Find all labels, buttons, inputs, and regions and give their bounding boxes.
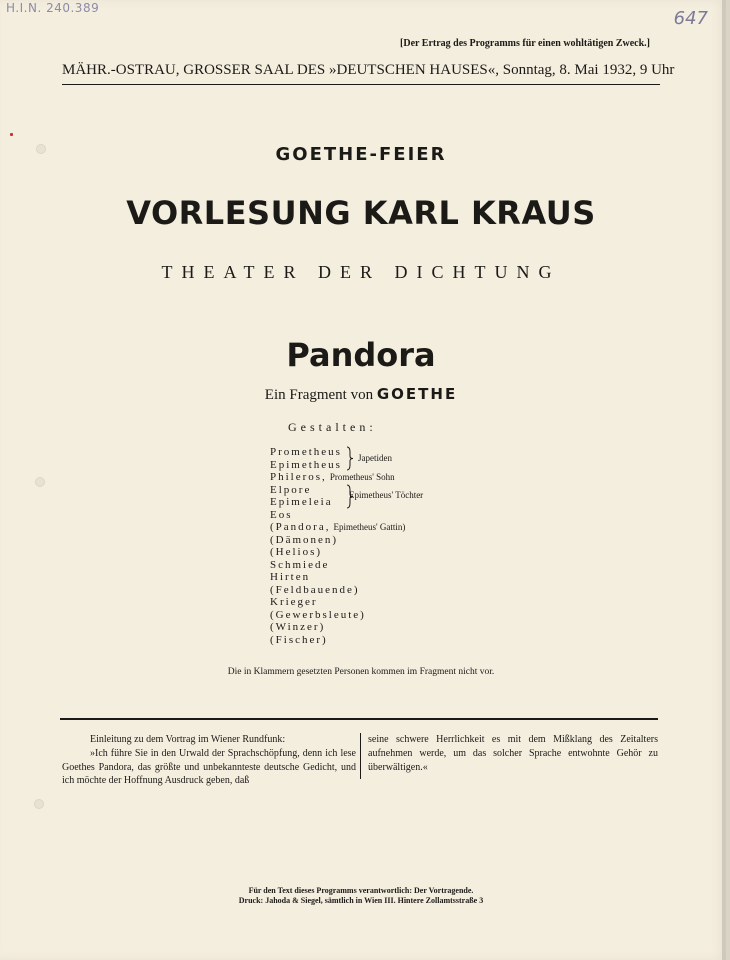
cast-role: Epimetheus' Gattin) <box>333 522 406 532</box>
cast-item <box>270 509 520 522</box>
page-edge <box>722 0 726 960</box>
cast-item <box>270 621 520 634</box>
archive-signature: H.I.N. 240.389 <box>6 1 100 15</box>
cast-name: (Helios) <box>270 546 323 558</box>
cast-item <box>270 521 520 534</box>
intro-lead: Einleitung zu dem Vortrag im Wiener Rundfunk: <box>90 734 286 745</box>
cast-item <box>270 634 520 647</box>
cast-item <box>270 596 520 609</box>
cast-name: (Dämonen) <box>270 533 339 546</box>
cast-heading: Gestalten: <box>288 420 377 434</box>
intro-text-left: »Ich führe Sie in den Urwald der Sprachschöpfung, denn ich lese Goethes Pandora, das größte und unbekannteste deutsche Gedicht, und ich möchte der Hoffnung Ausdruck geben, daß <box>62 747 356 787</box>
punch-hole <box>36 478 44 486</box>
cast-item <box>270 534 520 547</box>
cast-item <box>270 571 520 584</box>
cast-name: (Feldbauende) <box>270 583 360 596</box>
event-title: GOETHE-FEIER <box>275 144 447 165</box>
lecture-title: VORLESUNG KARL KRAUS <box>126 194 596 232</box>
author-name: GOETHE <box>376 385 458 403</box>
cast-item <box>270 446 520 459</box>
cast-list <box>270 446 520 646</box>
group-label-japetiden: Japetiden <box>358 453 392 463</box>
cast-item <box>270 546 520 559</box>
cast-name: (Winzer) <box>270 621 326 633</box>
subtitle-text: Ein Fragment von <box>264 387 374 403</box>
cast-name: (Pandora, <box>270 521 331 533</box>
cast-name: Eos <box>270 508 293 521</box>
section-rule <box>60 718 658 720</box>
series-title: THEATER DER DICHTUNG <box>161 262 561 282</box>
cast-name: Schmiede <box>270 558 330 571</box>
cast-item <box>270 459 520 472</box>
bracket-note: Die in Klammern gesetzten Personen kommen im Fragment nicht vor. <box>227 667 495 677</box>
red-mark <box>10 133 13 136</box>
cast-name: Phileros, <box>270 471 327 483</box>
play-subtitle <box>0 385 722 404</box>
play-title: Pandora <box>286 336 436 374</box>
charity-note: [Der Ertrag des Programms für einen wohltätigen Zweck.] <box>400 38 650 49</box>
group-label-toechter: Epimetheus' Töchter <box>349 490 424 500</box>
brace-japetiden <box>346 446 354 471</box>
cast-name: Epimeleia <box>270 496 333 508</box>
folio-number: 647 <box>673 8 708 29</box>
cast-name: (Gewerbsleute) <box>270 608 366 621</box>
punch-hole <box>35 800 43 808</box>
cast-name: Elpore <box>270 483 312 496</box>
cast-name: Krieger <box>270 596 318 608</box>
imprint-responsible: Für den Text dieses Programms verantwortlich: Der Vortragende. <box>248 886 474 895</box>
cast-name: Hirten <box>270 571 311 583</box>
column-divider <box>360 733 361 779</box>
cast-role: Prometheus' Sohn <box>329 472 395 482</box>
imprint <box>0 886 722 906</box>
cast-item <box>270 609 520 622</box>
cast-name: Prometheus <box>270 446 342 458</box>
header-rule <box>62 84 660 85</box>
imprint-printer: Druck: Jahoda & Siegel, sämtlich in Wien III. Hintere Zollamtsstraße 3 <box>238 896 484 905</box>
intro-text-right: seine schwere Herrlichkeit es mit dem Mißklang des Zeitalters aufnehmen werde, um das solcher Sprache entwohnte Gehör zu überwältigen.« <box>368 734 658 773</box>
cast-name: Epimetheus <box>270 458 342 471</box>
intro-left-column <box>62 733 356 788</box>
cast-item <box>270 471 520 484</box>
cast-name: (Fischer) <box>270 633 328 646</box>
cast-item <box>270 584 520 597</box>
venue-line: MÄHR.-OSTRAU, GROSSER SAAL DES »DEUTSCHEN HAUSES«, Sonntag, 8. Mai 1932, 9 Uhr <box>62 62 675 78</box>
cast-item <box>270 559 520 572</box>
